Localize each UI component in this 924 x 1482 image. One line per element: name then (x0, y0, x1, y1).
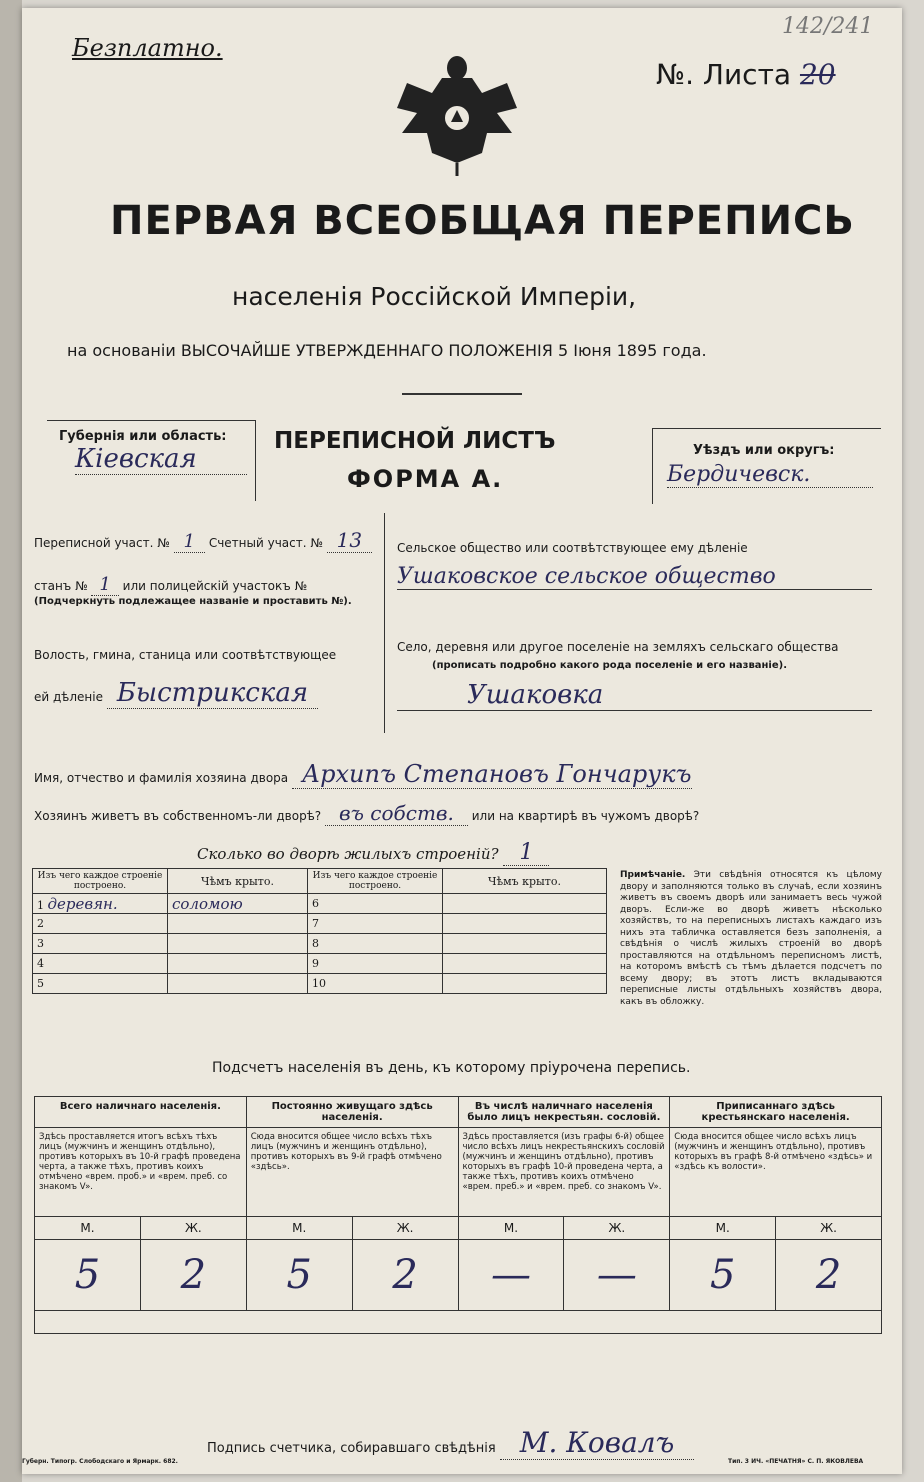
table-row (33, 934, 607, 954)
row-number: 1 (37, 898, 44, 912)
stan-label: станъ № (34, 579, 88, 593)
corner-note: 142/241 (782, 14, 874, 39)
female-header: Ж. (776, 1217, 882, 1240)
count-col-desc: Здѣсь проставляется (изъ графы 6-й) общее число всѣхъ лицъ некрестьянскихъ сословій (мужчинъ и женщинъ отдѣльно), противъ которыхъ въ графѣ 10-й проведена черта, а также тѣхъ, противъ коихъ отмѣчено «врем. преб.» и «врем. преб. со знакомъ V». (458, 1128, 670, 1217)
female-value: 2 (776, 1240, 882, 1311)
free-label: Безплатно. (72, 34, 223, 62)
male-value: 5 (246, 1240, 352, 1311)
volost-value: Быстрикская (107, 678, 318, 709)
roof-value (443, 914, 607, 934)
census-section-row (34, 528, 384, 552)
district-label: Уѣздъ или округъ: (693, 443, 835, 458)
count-col-desc: Здѣсь проставляется итогъ всѣхъ тѣхъ лицъ (мужчинъ и женщинъ отдѣльно), противъ которыхъ въ 10-й графѣ проведена черта, а также тѣхъ, противъ коихъ отмѣчено «врем. проб.» и «врем. преб. со знакомъ V». (35, 1128, 247, 1217)
lives-label: Хозяинъ живетъ въ собственномъ-ли дворѣ? (34, 809, 322, 823)
signature-label: Подпись счетчика, собиравшаго свѣдѣнія (207, 1441, 496, 1456)
female-value: 2 (352, 1240, 458, 1311)
note-text: Эти свѣдѣнія относятся къ цѣлому двору и заполняются только въ случаѣ, если хозяинъ живетъ въ своемъ дворѣ или занимаетъ весь чужой дворъ. Если-же во дворѣ живетъ нѣсколько хозяйствъ, то на переписныхъ листахъ каждаго изъ нихъ эта табличка оставляется безъ заполненія, а свѣдѣнія о числѣ жилыхъ строеній во дворѣ проставляются на отдѣльномъ переписномъ листѣ, на которомъ вмѣстѣ съ тѣмъ дѣлается подсчетъ по всему двору; въ этотъ листъ вкладываются переписные листы отдѣльныхъ хозяйствъ двора, какъ въ обложку. (620, 870, 882, 1007)
district-value: Бердичевск. (667, 462, 873, 488)
female-header: Ж. (564, 1217, 670, 1240)
row-number: 3 (33, 934, 168, 954)
count-col-desc: Сюда вносится общее число всѣхъ лицъ (мужчинъ и женщинъ отдѣльно), противъ которыхъ въ графѣ 8-й отмѣчено «здѣсь» и «здѣсь къ волости». (670, 1128, 882, 1217)
note-block (620, 870, 882, 1008)
signature-row (207, 1426, 694, 1459)
female-header: Ж. (140, 1217, 246, 1240)
lives-value: въ собств. (325, 801, 468, 826)
row-number: 10 (308, 974, 443, 994)
roof-value (168, 934, 308, 954)
material-value: деревян. (47, 894, 118, 913)
owner-name-value: Архипъ Степановъ Гончарукъ (292, 760, 692, 789)
count-col-desc: Сюда вносится общее число всѣхъ тѣхъ лицъ (мужчинъ и женщинъ отдѣльно), противъ которыхъ въ 9-й графѣ отмѣчено «здѣсь». (246, 1128, 458, 1217)
female-value: — (564, 1240, 670, 1311)
stan-suffix: или полицейскій участокъ № (122, 579, 308, 593)
male-header: М. (670, 1217, 776, 1240)
table-bottom-row (35, 1311, 882, 1334)
male-header: М. (458, 1217, 564, 1240)
row-number: 9 (308, 954, 443, 974)
sheet-number-label: №. Листа (656, 58, 792, 91)
printer-left: Губерн. Типогр. Слободскаго и Ярмарк. 682. (22, 1458, 178, 1465)
row-number: 5 (33, 974, 168, 994)
vertical-divider (384, 513, 385, 733)
roof-value: соломою (168, 894, 308, 914)
signature-value: М. Ковалъ (500, 1426, 694, 1460)
population-count-table (34, 1096, 882, 1334)
count-col-title: Постоянно живущаго здѣсь населенія. (246, 1097, 458, 1128)
volost-label2: ей дѣленіе (34, 690, 103, 704)
printer-right: Тип. 3 ИЧ. «ПЕЧАТНЯ» С. П. ЯКОВЛЕВА (728, 1458, 864, 1465)
count-col-title: Въ числѣ наличнаго населенія было лицъ некрестьян. сословій. (458, 1097, 670, 1128)
male-value: 5 (670, 1240, 776, 1311)
roof-value (443, 894, 607, 914)
roof-value (168, 974, 308, 994)
roof-value (168, 914, 308, 934)
note-title: Примѣчаніе. (620, 870, 686, 880)
col-material-left: Изъ чего каждое строеніе построено. (33, 869, 168, 894)
imperial-eagle-emblem (387, 38, 527, 178)
count-col-title: Приписаннаго здѣсь крестьянскаго населенія. (670, 1097, 882, 1128)
main-title: ПЕРВАЯ ВСЕОБЩАЯ ПЕРЕПИСЬ (110, 198, 855, 244)
male-header: М. (35, 1217, 141, 1240)
stan-note: (Подчеркнуть подлежащее названіе и проставить №). (34, 596, 352, 607)
ornament-divider (402, 393, 522, 395)
society-value: Ушаковское сельское общество (397, 564, 872, 590)
buildings-count-row (197, 840, 549, 865)
table-row (33, 894, 607, 914)
village-value: Ушаковка (397, 680, 872, 711)
buildings-count-label: Сколько во дворѣ жилыхъ строеній? (197, 845, 499, 863)
row-number: 4 (33, 954, 168, 974)
society-label: Сельское общество или соотвѣтствующее ему дѣленіе (397, 541, 748, 555)
col-roof-right: Чѣмъ крыто. (443, 869, 607, 894)
count-heading: Подсчетъ населенія въ день, къ которому пріурочена перепись. (212, 1060, 691, 1076)
count-section-label: Счетный участ. № (208, 536, 323, 550)
lives-suffix: или на квартирѣ въ чужомъ дворѣ? (471, 809, 700, 823)
form-label: ФОРМА А. (347, 465, 504, 493)
row-number: 8 (308, 934, 443, 954)
roof-value (168, 954, 308, 974)
buildings-count-value: 1 (503, 840, 549, 866)
stan-value: 1 (91, 574, 118, 596)
roof-value (443, 954, 607, 974)
province-box (47, 420, 256, 501)
roof-value (443, 974, 607, 994)
buildings-table (32, 868, 607, 994)
form-name: ПЕРЕПИСНОЙ ЛИСТЪ (274, 428, 556, 454)
village-label: Село, деревня или другое поселеніе на земляхъ сельскаго общества (397, 640, 839, 654)
count-section-value: 13 (327, 528, 372, 553)
volost-row (34, 678, 364, 708)
census-sheet (22, 8, 902, 1474)
count-col-title: Всего наличнаго населенія. (35, 1097, 247, 1128)
row-number: 2 (33, 914, 168, 934)
volost-label: Волость, гмина, станица или соотвѣтствующее (34, 648, 337, 662)
village-note: (прописать подробно какого рода поселеніе и его названіе). (432, 660, 788, 671)
table-row (33, 954, 607, 974)
male-value: — (458, 1240, 564, 1311)
owner-row (34, 760, 874, 788)
female-value: 2 (140, 1240, 246, 1311)
basis-line: на основаніи ВЫСОЧАЙШЕ УТВЕРЖДЕННАГО ПОЛОЖЕНІЯ 5 Іюня 1895 года. (67, 341, 707, 360)
col-roof-left: Чѣмъ крыто. (168, 869, 308, 894)
row-number: 6 (308, 894, 443, 914)
male-value: 5 (35, 1240, 141, 1311)
roof-value (443, 934, 607, 954)
owner-name-label: Имя, отчество и фамилія хозяина двора (34, 771, 289, 785)
table-row (33, 974, 607, 994)
census-section-label: Переписной участ. № (34, 536, 170, 550)
sheet-number-value: 20 (799, 58, 836, 91)
table-row (33, 914, 607, 934)
province-value: Кіевская (75, 444, 247, 475)
row-number: 7 (308, 914, 443, 934)
subtitle: населенія Россійской Имперіи, (232, 282, 637, 311)
province-label: Губернія или область: (59, 429, 227, 444)
census-section-value: 1 (174, 531, 205, 553)
lives-row (34, 801, 874, 825)
page-edge (0, 0, 22, 1482)
female-header: Ж. (352, 1217, 458, 1240)
col-material-right: Изъ чего каждое строеніе построено. (308, 869, 443, 894)
stan-row (34, 574, 384, 595)
sheet-number (656, 58, 836, 91)
district-box (652, 428, 881, 504)
male-header: М. (246, 1217, 352, 1240)
